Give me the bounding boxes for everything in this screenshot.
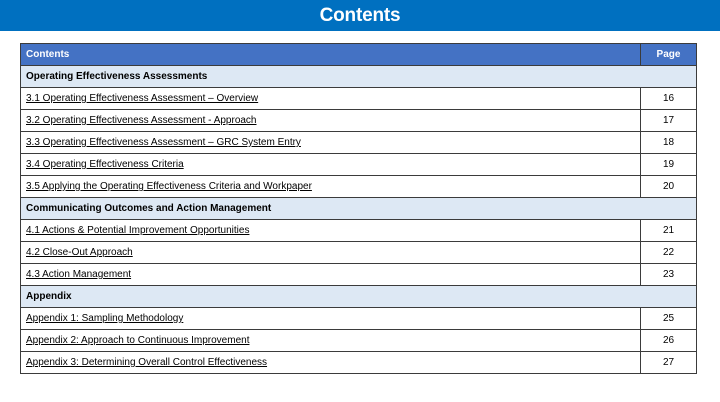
table-row (21, 110, 697, 132)
table-row (21, 242, 697, 264)
table-header-row (21, 44, 697, 66)
entry-link[interactable]: 4.1 Actions & Potential Improvement Opportunities (26, 225, 250, 236)
section-heading: Communicating Outcomes and Action Management (21, 198, 697, 220)
contents-column-header: Contents (21, 44, 641, 66)
table-row (21, 220, 697, 242)
entry-cell (21, 132, 641, 154)
entry-link[interactable]: 3.1 Operating Effectiveness Assessment – Overview (26, 93, 259, 104)
section-row (21, 286, 697, 308)
entry-cell (21, 110, 641, 132)
entry-cell (21, 220, 641, 242)
entry-link[interactable]: 3.3 Operating Effectiveness Assessment – GRC System Entry (26, 137, 301, 148)
section-heading: Appendix (21, 286, 697, 308)
entry-cell (21, 154, 641, 176)
table-row (21, 88, 697, 110)
page-number: 26 (641, 330, 697, 352)
page-number: 25 (641, 308, 697, 330)
section-row (21, 66, 697, 88)
section-row (21, 198, 697, 220)
title-bar (0, 0, 720, 31)
entry-cell (21, 88, 641, 110)
contents-table (20, 43, 697, 374)
table-row (21, 352, 697, 374)
page-number: 20 (641, 176, 697, 198)
entry-cell (21, 308, 641, 330)
entry-link[interactable]: 4.3 Action Management (26, 269, 132, 280)
page-number: 16 (641, 88, 697, 110)
table-row (21, 176, 697, 198)
page-number: 27 (641, 352, 697, 374)
table-row (21, 132, 697, 154)
page-number: 18 (641, 132, 697, 154)
entry-link[interactable]: Appendix 2: Approach to Continuous Improvement (26, 335, 250, 346)
table-row (21, 154, 697, 176)
page-number: 17 (641, 110, 697, 132)
page-title: Contents (319, 4, 401, 26)
page-number: 19 (641, 154, 697, 176)
entry-link[interactable]: 4.2 Close-Out Approach (26, 247, 133, 258)
page-number: 21 (641, 220, 697, 242)
entry-link[interactable]: 3.2 Operating Effectiveness Assessment - Approach (26, 115, 257, 126)
entry-cell (21, 264, 641, 286)
table-row (21, 330, 697, 352)
table-row (21, 264, 697, 286)
entry-cell (21, 176, 641, 198)
entry-link[interactable]: Appendix 3: Determining Overall Control Effectiveness (26, 357, 268, 368)
entry-cell (21, 330, 641, 352)
page-column-header: Page (641, 44, 697, 66)
table-row (21, 308, 697, 330)
entry-cell (21, 352, 641, 374)
page-number: 22 (641, 242, 697, 264)
page-number: 23 (641, 264, 697, 286)
entry-link[interactable]: Appendix 1: Sampling Methodology (26, 313, 184, 324)
section-heading: Operating Effectiveness Assessments (21, 66, 697, 88)
entry-link[interactable]: 3.4 Operating Effectiveness Criteria (26, 159, 184, 170)
entry-cell (21, 242, 641, 264)
entry-link[interactable]: 3.5 Applying the Operating Effectiveness Criteria and Workpaper (26, 181, 312, 192)
